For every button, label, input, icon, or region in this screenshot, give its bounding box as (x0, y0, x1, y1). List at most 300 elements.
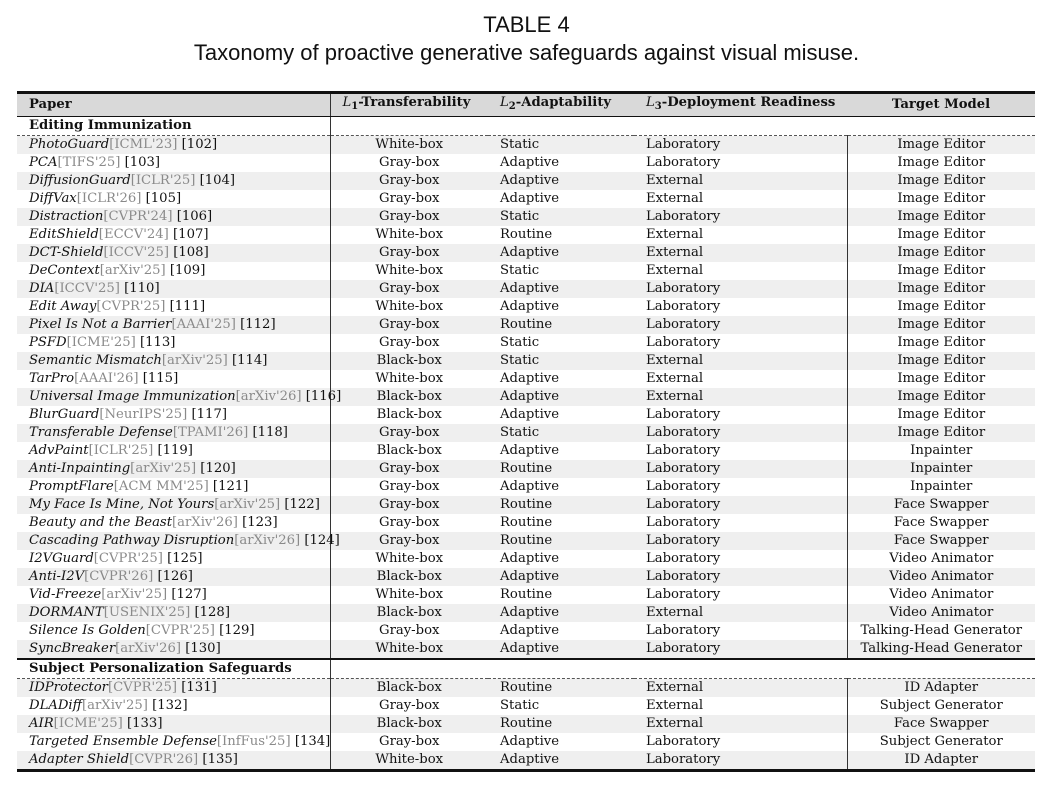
deployment-cell: External (634, 262, 847, 280)
transferability-cell: Gray-box (379, 734, 440, 749)
paper-venue: [arXiv'25] (82, 698, 148, 713)
paper-reference: [131] (181, 680, 217, 695)
table-row (17, 604, 1035, 622)
paper-reference: [114] (231, 353, 268, 368)
transferability-cell: Gray-box (379, 335, 440, 350)
transferability-cell: Gray-box (379, 623, 440, 638)
paper-name: DIA (29, 281, 55, 296)
table-row (17, 154, 1035, 172)
paper-cell (17, 460, 330, 478)
paper-venue: [arXiv'25] (161, 353, 228, 368)
paper-cell (17, 640, 330, 659)
paper-venue: [ICML'23] (109, 137, 178, 152)
paper-venue: [ICLR'25] (130, 173, 196, 188)
transferability-cell: Gray-box (379, 191, 440, 206)
section-filler (330, 659, 1035, 679)
transferability-cell: White-box (375, 551, 444, 566)
paper-reference: [113] (139, 335, 176, 350)
paper-name: BlurGuard (29, 407, 100, 422)
paper-cell (17, 424, 330, 442)
transferability-cell: White-box (330, 751, 488, 771)
paper-cell (17, 298, 330, 316)
table-row (17, 550, 1035, 568)
table-row (17, 622, 1035, 640)
transferability-cell: Gray-box (330, 280, 488, 298)
adaptability-cell: Adaptive (488, 280, 634, 298)
paper-cell (17, 496, 330, 514)
adaptability-cell: Routine (500, 515, 553, 530)
paper-name: Cascading Pathway Disruption (29, 533, 235, 548)
deployment-cell: Laboratory (634, 406, 847, 424)
target-model-cell: Image Editor (847, 208, 1035, 226)
deployment-cell: Laboratory (634, 298, 847, 316)
paper-cell (17, 190, 330, 208)
paper-reference: [108] (173, 245, 209, 260)
paper-name: PCA (29, 155, 58, 170)
deployment-cell: Laboratory (634, 280, 847, 298)
transferability-cell: White-box (375, 371, 444, 386)
adaptability-cell: Routine (500, 587, 553, 602)
paper-venue: [CVPR'26] (129, 752, 199, 767)
target-model-cell: Inpainter (847, 460, 1035, 478)
deployment-cell: Laboratory (634, 532, 847, 550)
section-title: Editing Immunization (17, 117, 330, 136)
deployment-cell: Laboratory (634, 496, 847, 514)
paper-reference: [122] (284, 497, 320, 512)
adaptability-cell: Adaptive (488, 640, 634, 659)
paper-cell (17, 514, 330, 532)
table-row (17, 244, 1035, 262)
paper-venue: [CVPR'25] (93, 551, 163, 566)
target-model-cell: Talking-Head Generator (847, 640, 1035, 659)
target-model-cell: Image Editor (897, 407, 986, 422)
paper-venue: [CVPR'25] (107, 680, 178, 695)
paper-reference: [106] (176, 209, 213, 224)
deployment-cell: Laboratory (634, 733, 847, 751)
paper-cell (17, 208, 330, 226)
deployment-cell: Laboratory (634, 424, 847, 442)
paper-venue: [CVPR'25] (96, 299, 166, 314)
target-model-cell: Face Swapper (847, 532, 1035, 550)
deployment-cell: Laboratory (634, 640, 847, 659)
paper-name: Distraction (29, 209, 104, 224)
deployment-cell: External (634, 370, 847, 388)
paper-cell (17, 352, 330, 370)
adaptability-cell: Static (500, 335, 540, 350)
table-row (17, 352, 1035, 370)
table-row (17, 388, 1035, 406)
transferability-cell: Gray-box (330, 424, 488, 442)
transferability-cell: Gray-box (379, 515, 440, 530)
paper-reference: [127] (171, 587, 207, 602)
paper-venue: [arXiv'25] (214, 497, 281, 512)
target-model-cell: ID Adapter (847, 751, 1035, 771)
table-row (17, 733, 1035, 751)
paper-reference: [126] (157, 569, 193, 584)
deployment-cell: External (634, 244, 847, 262)
paper-cell (17, 334, 330, 352)
paper-venue: [ICLR'25] (88, 443, 154, 458)
paper-reference: [102] (181, 137, 218, 152)
paper-venue: [TPAMI'26] (172, 425, 249, 440)
paper-name: DCT-Shield (29, 245, 104, 260)
paper-venue: [ACM MM'25] (113, 479, 209, 494)
adaptability-cell: Routine (488, 679, 634, 698)
adaptability-cell: Adaptive (488, 751, 634, 771)
paper-name: AdvPaint (29, 443, 89, 458)
adaptability-cell: Routine (500, 227, 553, 242)
paper-reference: [104] (199, 173, 236, 188)
paper-venue: [InfFus'25] (216, 734, 291, 749)
table-row (17, 514, 1035, 532)
paper-venue: [USENIX'25] (103, 605, 191, 620)
paper-name: Pixel Is Not a Barrier (29, 317, 172, 332)
paper-name: DiffusionGuard (29, 173, 131, 188)
target-model-cell: Face Swapper (847, 496, 1035, 514)
section-title: Subject Personalization Safeguards (17, 659, 330, 679)
paper-cell (17, 604, 330, 622)
section-row (17, 659, 1035, 679)
adaptability-cell: Static (500, 698, 540, 713)
table-row (17, 640, 1035, 659)
paper-reference: [117] (191, 407, 227, 422)
paper-reference: [118] (252, 425, 288, 440)
adaptability-cell: Routine (488, 460, 634, 478)
paper-reference: [107] (173, 227, 209, 242)
target-model-cell: Video Animator (889, 587, 994, 602)
transferability-cell: White-box (375, 263, 444, 278)
target-model-cell: Image Editor (897, 263, 986, 278)
paper-venue: [ICCV'25] (103, 245, 170, 260)
paper-reference: [121] (212, 479, 249, 494)
paper-venue: [CVPR'26] (84, 569, 154, 584)
paper-venue: [arXiv'26] (235, 389, 302, 404)
target-model-cell: Face Swapper (847, 715, 1035, 733)
adaptability-cell: Adaptive (500, 155, 560, 170)
deployment-cell: Laboratory (634, 460, 847, 478)
adaptability-cell: Adaptive (500, 479, 560, 494)
transferability-cell: Gray-box (330, 208, 488, 226)
paper-name: Transferable Defense (29, 425, 173, 440)
paper-cell (17, 172, 330, 190)
paper-venue: [CVPR'25] (145, 623, 215, 638)
adaptability-cell: Adaptive (500, 623, 560, 638)
table-row (17, 424, 1035, 442)
paper-name: IDProtector (29, 680, 108, 695)
transferability-cell: Black-box (330, 715, 488, 733)
transferability-cell: Black-box (330, 604, 488, 622)
target-model-cell: Image Editor (897, 191, 986, 206)
target-model-cell: Image Editor (897, 227, 986, 242)
paper-name: Universal Image Immunization (29, 389, 236, 404)
table-row (17, 715, 1035, 733)
header-row (17, 93, 1035, 117)
header-transferability: $L_1$-Transferability (330, 93, 488, 117)
target-model-cell: Image Editor (847, 172, 1035, 190)
transferability-cell: Gray-box (379, 479, 440, 494)
table-row (17, 532, 1035, 550)
paper-venue: [arXiv'26] (234, 533, 301, 548)
paper-venue: [arXiv'25] (101, 587, 168, 602)
paper-name: TarPro (29, 371, 75, 386)
target-model-cell: Image Editor (897, 335, 986, 350)
transferability-cell: Gray-box (330, 460, 488, 478)
transferability-cell: White-box (330, 136, 488, 155)
header-paper: Paper (17, 93, 330, 117)
paper-venue: [arXiv'25] (130, 461, 197, 476)
paper-cell (17, 316, 330, 334)
paper-reference: [112] (240, 317, 276, 332)
deployment-cell: External (634, 190, 847, 208)
target-model-cell: Face Swapper (893, 515, 989, 530)
target-model-cell: Image Editor (847, 280, 1035, 298)
paper-reference: [123] (242, 515, 278, 530)
paper-cell (17, 406, 330, 424)
table-row (17, 298, 1035, 316)
table-row (17, 226, 1035, 244)
adaptability-cell: Routine (488, 532, 634, 550)
paper-cell (17, 568, 330, 586)
paper-reference: [103] (124, 155, 161, 170)
paper-name: Beauty and the Beast (29, 515, 172, 530)
table-body (17, 117, 1035, 771)
adaptability-cell: Static (488, 424, 634, 442)
paper-reference: [109] (169, 263, 206, 278)
paper-cell (17, 226, 330, 244)
adaptability-cell: Adaptive (500, 371, 560, 386)
target-model-cell: Image Editor (847, 424, 1035, 442)
paper-name: PhotoGuard (29, 137, 110, 152)
paper-cell (17, 280, 330, 298)
transferability-cell: Black-box (330, 568, 488, 586)
header-target-model: Target Model (847, 93, 1035, 117)
paper-cell (17, 586, 330, 604)
table-row (17, 442, 1035, 460)
paper-reference: [135] (202, 752, 238, 767)
paper-name: DLADiff (29, 698, 82, 713)
target-model-cell: Video Animator (889, 551, 994, 566)
paper-name: Targeted Ensemble Defense (29, 734, 217, 749)
section-row (17, 117, 1035, 136)
paper-reference: [128] (194, 605, 230, 620)
table-row (17, 697, 1035, 715)
paper-reference: [134] (294, 734, 331, 749)
paper-cell (17, 442, 330, 460)
table-row (17, 190, 1035, 208)
paper-cell (17, 550, 330, 568)
deployment-cell: Laboratory (634, 136, 847, 155)
adaptability-cell: Adaptive (488, 172, 634, 190)
target-model-cell: Video Animator (847, 568, 1035, 586)
table-row (17, 496, 1035, 514)
paper-venue: [CVPR'24] (103, 209, 173, 224)
paper-cell (17, 622, 330, 640)
paper-cell (17, 733, 330, 751)
deployment-cell: External (634, 604, 847, 622)
target-model-cell: Inpainter (910, 443, 973, 458)
transferability-cell: Gray-box (330, 532, 488, 550)
table-row (17, 460, 1035, 478)
target-model-cell: Inpainter (910, 479, 973, 494)
paper-cell (17, 262, 330, 280)
paper-cell (17, 715, 330, 733)
target-model-cell: Image Editor (897, 299, 986, 314)
table-row (17, 478, 1035, 496)
paper-name: Edit Away (29, 299, 97, 314)
paper-name: My Face Is Mine, Not Yours (29, 497, 215, 512)
adaptability-cell: Routine (488, 715, 634, 733)
paper-venue: [NeurIPS'25] (99, 407, 188, 422)
transferability-cell: Black-box (330, 388, 488, 406)
paper-cell (17, 388, 342, 406)
table-row (17, 316, 1035, 334)
deployment-cell: External (634, 226, 847, 244)
target-model-cell: Image Editor (897, 371, 986, 386)
table-row (17, 679, 1035, 698)
paper-name: Anti-I2V (29, 569, 85, 584)
deployment-cell: Laboratory (634, 208, 847, 226)
table-row (17, 406, 1035, 424)
deployment-cell: Laboratory (634, 622, 847, 640)
paper-venue: [AAAI'25] (171, 317, 236, 332)
taxonomy-table (17, 91, 1035, 772)
paper-name: PromptFlare (29, 479, 114, 494)
deployment-cell: External (634, 388, 847, 406)
paper-reference: [132] (152, 698, 188, 713)
section-filler (330, 117, 1035, 136)
paper-venue: [ECCV'24] (98, 227, 169, 242)
deployment-cell: External (634, 172, 847, 190)
paper-reference: [124] (304, 533, 340, 548)
paper-venue: [AAAI'26] (74, 371, 139, 386)
adaptability-cell: Adaptive (488, 244, 634, 262)
paper-venue: [ICLR'26] (76, 191, 142, 206)
paper-name: DiffVax (29, 191, 77, 206)
paper-name: Silence Is Golden (29, 623, 146, 638)
target-model-cell: Subject Generator (879, 734, 1003, 749)
paper-name: Vid-Freeze (29, 587, 102, 602)
paper-name: DeContext (29, 263, 100, 278)
table-row (17, 334, 1035, 352)
paper-cell (17, 478, 330, 496)
adaptability-cell: Routine (488, 496, 634, 514)
transferability-cell: White-box (330, 640, 488, 659)
target-model-cell: Image Editor (897, 155, 986, 170)
deployment-cell: Laboratory (634, 751, 847, 771)
table-row (17, 208, 1035, 226)
deployment-cell: Laboratory (634, 478, 847, 496)
paper-cell (17, 244, 330, 262)
adaptability-cell: Adaptive (488, 388, 634, 406)
paper-venue: [ICME'25] (66, 335, 136, 350)
table-row (17, 136, 1035, 155)
paper-venue: [arXiv'26] (115, 641, 182, 656)
table-row (17, 280, 1035, 298)
paper-reference: [110] (124, 281, 160, 296)
paper-cell (17, 370, 330, 388)
transferability-cell: Gray-box (379, 698, 440, 713)
deployment-cell: Laboratory (634, 334, 847, 352)
transferability-cell: White-box (375, 227, 444, 242)
table-row (17, 586, 1035, 604)
paper-reference: [111] (169, 299, 206, 314)
paper-reference: [120] (200, 461, 236, 476)
transferability-cell: Black-box (330, 352, 488, 370)
deployment-cell: External (634, 679, 847, 698)
target-model-cell: ID Adapter (847, 679, 1035, 698)
paper-reference: [129] (219, 623, 255, 638)
paper-cell (17, 532, 340, 550)
paper-reference: [119] (157, 443, 193, 458)
deployment-cell: External (634, 697, 847, 715)
transferability-cell: White-box (375, 299, 444, 314)
adaptability-cell: Static (488, 352, 634, 370)
table-row (17, 370, 1035, 388)
adaptability-cell: Static (488, 208, 634, 226)
deployment-cell: Laboratory (634, 442, 847, 460)
paper-name: DORMANT (29, 605, 104, 620)
deployment-cell: Laboratory (634, 568, 847, 586)
deployment-cell: Laboratory (634, 154, 847, 172)
adaptability-cell: Adaptive (500, 443, 560, 458)
deployment-cell: Laboratory (634, 550, 847, 568)
table-label: TABLE 4 (483, 12, 570, 37)
paper-reference: [125] (167, 551, 203, 566)
table-row (17, 262, 1035, 280)
adaptability-cell: Adaptive (488, 604, 634, 622)
paper-name: I2VGuard (29, 551, 94, 566)
paper-venue: [ICME'25] (53, 716, 123, 731)
paper-cell (17, 136, 330, 155)
adaptability-cell: Static (488, 136, 634, 155)
adaptability-cell: Adaptive (500, 299, 560, 314)
paper-name: SyncBreaker (29, 641, 116, 656)
adaptability-cell: Routine (488, 316, 634, 334)
paper-reference: [130] (185, 641, 221, 656)
target-model-cell: Talking-Head Generator (860, 623, 1023, 638)
transferability-cell: Gray-box (330, 244, 488, 262)
target-model-cell: Subject Generator (879, 698, 1003, 713)
transferability-cell: White-box (375, 587, 444, 602)
header-adaptability: $L_2$-Adaptability (488, 93, 634, 117)
deployment-cell: External (634, 715, 847, 733)
adaptability-cell: Adaptive (500, 191, 560, 206)
paper-venue: [TIFS'25] (57, 155, 121, 170)
adaptability-cell: Adaptive (500, 734, 560, 749)
target-model-cell: Image Editor (847, 388, 1035, 406)
table-row (17, 172, 1035, 190)
target-model-cell: Image Editor (847, 136, 1035, 155)
adaptability-cell: Adaptive (500, 551, 560, 566)
adaptability-cell: Adaptive (488, 568, 634, 586)
deployment-cell: External (634, 352, 847, 370)
transferability-cell: Gray-box (330, 172, 488, 190)
transferability-cell: Black-box (330, 679, 488, 698)
target-model-cell: Image Editor (847, 316, 1035, 334)
header-deployment-readiness: $L_3$-Deployment Readiness (634, 93, 847, 117)
paper-cell (17, 751, 330, 771)
paper-reference: [115] (142, 371, 179, 386)
paper-reference: [116] (305, 389, 342, 404)
deployment-cell: Laboratory (634, 316, 847, 334)
table-row (17, 568, 1035, 586)
adaptability-cell: Adaptive (500, 407, 560, 422)
target-model-cell: Video Animator (847, 604, 1035, 622)
paper-cell (17, 697, 330, 715)
paper-name: PSFD (29, 335, 67, 350)
deployment-cell: Laboratory (634, 514, 847, 532)
adaptability-cell: Static (500, 263, 540, 278)
